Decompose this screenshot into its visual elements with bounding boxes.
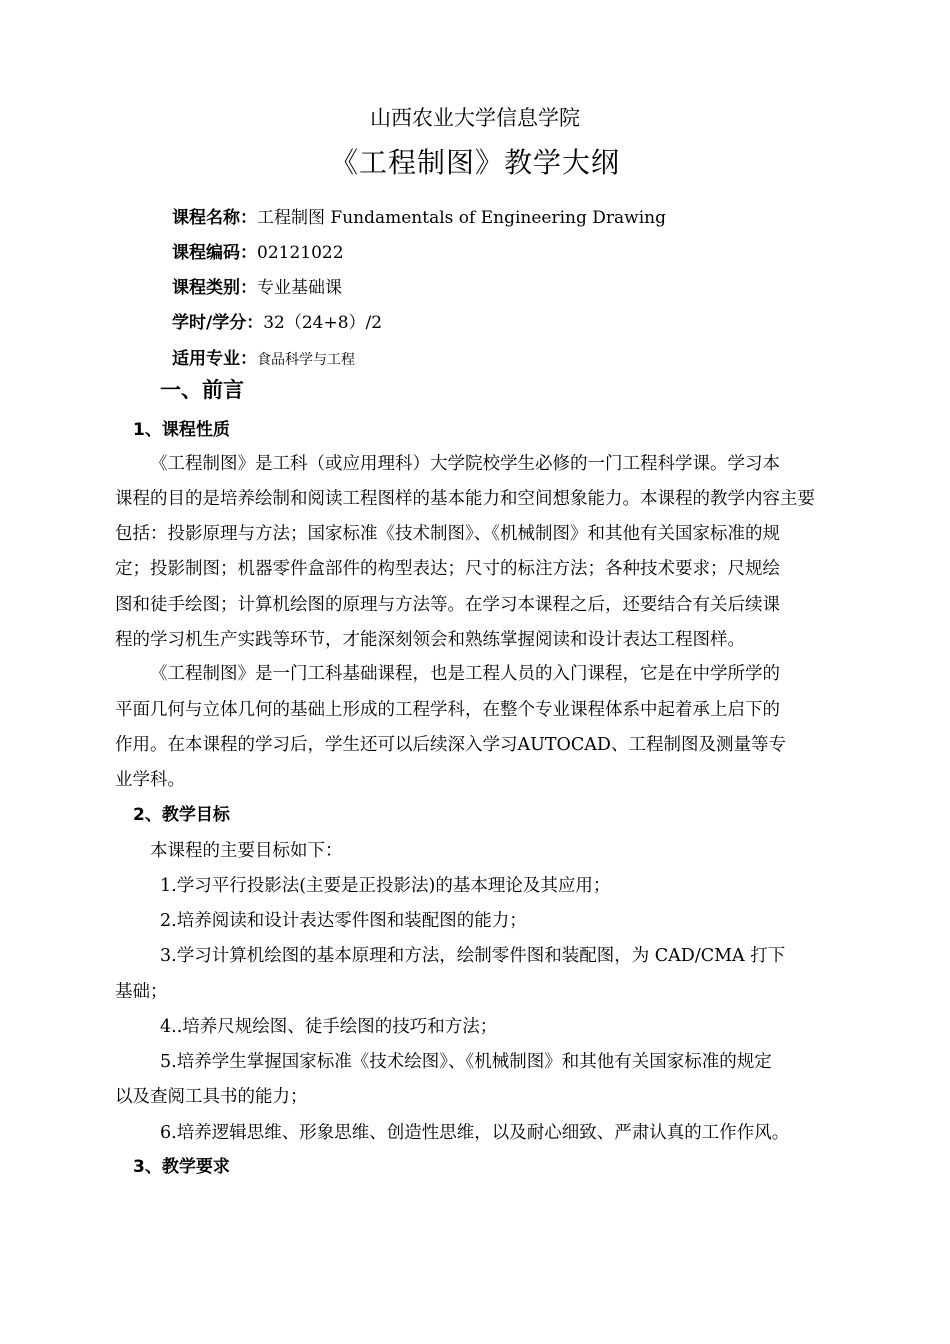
meta-label: 课程编码：	[172, 243, 257, 263]
goal-item: 6.培养逻辑思维、形象思维、创造性思维，以及耐心细致、严肃认真的工作作风。	[160, 1123, 790, 1143]
meta-value: 工程制图 Fundamentals of Engineering Drawing	[257, 208, 666, 228]
meta-value: 32（24+8）/2	[263, 313, 383, 333]
paragraph-line: 图和徒手绘图；计算机绘图的原理与方法等。在学习本课程之后，还要结合有关后续课	[115, 595, 780, 615]
paragraph-line: 课程的目的是培养绘制和阅读工程图样的基本能力和空间想象能力。本课程的教学内容主要	[115, 489, 815, 509]
goal-item: 5.培养学生掌握国家标准《技术绘图》、《机械制图》和其他有关国家标准的规定	[160, 1052, 772, 1072]
paragraph-line: 作用。在本课程的学习后，学生还可以后续深入学习AUTOCAD、工程制图及测量等专	[115, 735, 786, 755]
subheading-course-nature: 1、课程性质	[133, 420, 230, 440]
meta-label: 课程名称：	[172, 208, 257, 228]
goal-item: 4..培养尺规绘图、徒手绘图的技巧和方法；	[160, 1017, 498, 1037]
meta-course-code	[172, 240, 344, 266]
document-title: 《工程制图》教学大纲	[329, 146, 620, 179]
goal-item-continuation: 以及查阅工具书的能力；	[115, 1087, 308, 1107]
meta-label: 学时/学分：	[172, 313, 264, 333]
meta-hours-credits	[172, 310, 382, 336]
goal-item: 3.学习计算机绘图的基本原理和方法，绘制零件图和装配图，为 CAD/CMA 打下	[160, 946, 786, 966]
goal-item: 1.学习平行投影法(主要是正投影法)的基本理论及其应用；	[160, 876, 611, 896]
paragraph-line: 平面几何与立体几何的基础上形成的工程学科，在整个专业课程体系中起着承上启下的	[115, 700, 780, 720]
section-heading-preface: 一、前言	[160, 378, 244, 402]
paragraph-line: 《工程制图》是工科（或应用理科）大学院校学生必修的一门工程科学课。学习本	[150, 454, 780, 474]
subheading-teaching-goals: 2、教学目标	[133, 805, 230, 825]
institution-name: 山西农业大学信息学院	[370, 106, 580, 130]
goal-item: 2.培养阅读和设计表达零件图和装配图的能力；	[160, 911, 527, 931]
meta-applicable-major	[172, 346, 355, 373]
paragraph-line: 包括：投影原理与方法；国家标准《技术制图》、《机械制图》和其他有关国家标准的规	[115, 524, 780, 544]
goals-intro: 本课程的主要目标如下：	[150, 841, 343, 861]
meta-label: 适用专业：	[172, 349, 257, 369]
meta-label: 课程类别：	[172, 278, 257, 298]
meta-course-type	[172, 275, 342, 301]
paragraph-line: 业学科。	[115, 770, 185, 790]
subheading-teaching-requirements: 3、教学要求	[133, 1157, 230, 1177]
paragraph-line: 定；投影制图；机器零件盒部件的构型表达；尺寸的标注方法；各种技术要求；尺规绘	[115, 559, 780, 579]
meta-value: 专业基础课	[257, 278, 342, 298]
meta-value: 02121022	[257, 243, 344, 263]
goal-item-continuation: 基础；	[115, 982, 168, 1002]
paragraph-line: 程的学习机生产实践等环节，才能深刻领会和熟练掌握阅读和设计表达工程图样。	[115, 630, 745, 650]
meta-course-name	[172, 205, 666, 231]
meta-value: 食品科学与工程	[257, 352, 355, 368]
paragraph-line: 《工程制图》是一门工科基础课程，也是工程人员的入门课程，它是在中学所学的	[150, 664, 780, 684]
